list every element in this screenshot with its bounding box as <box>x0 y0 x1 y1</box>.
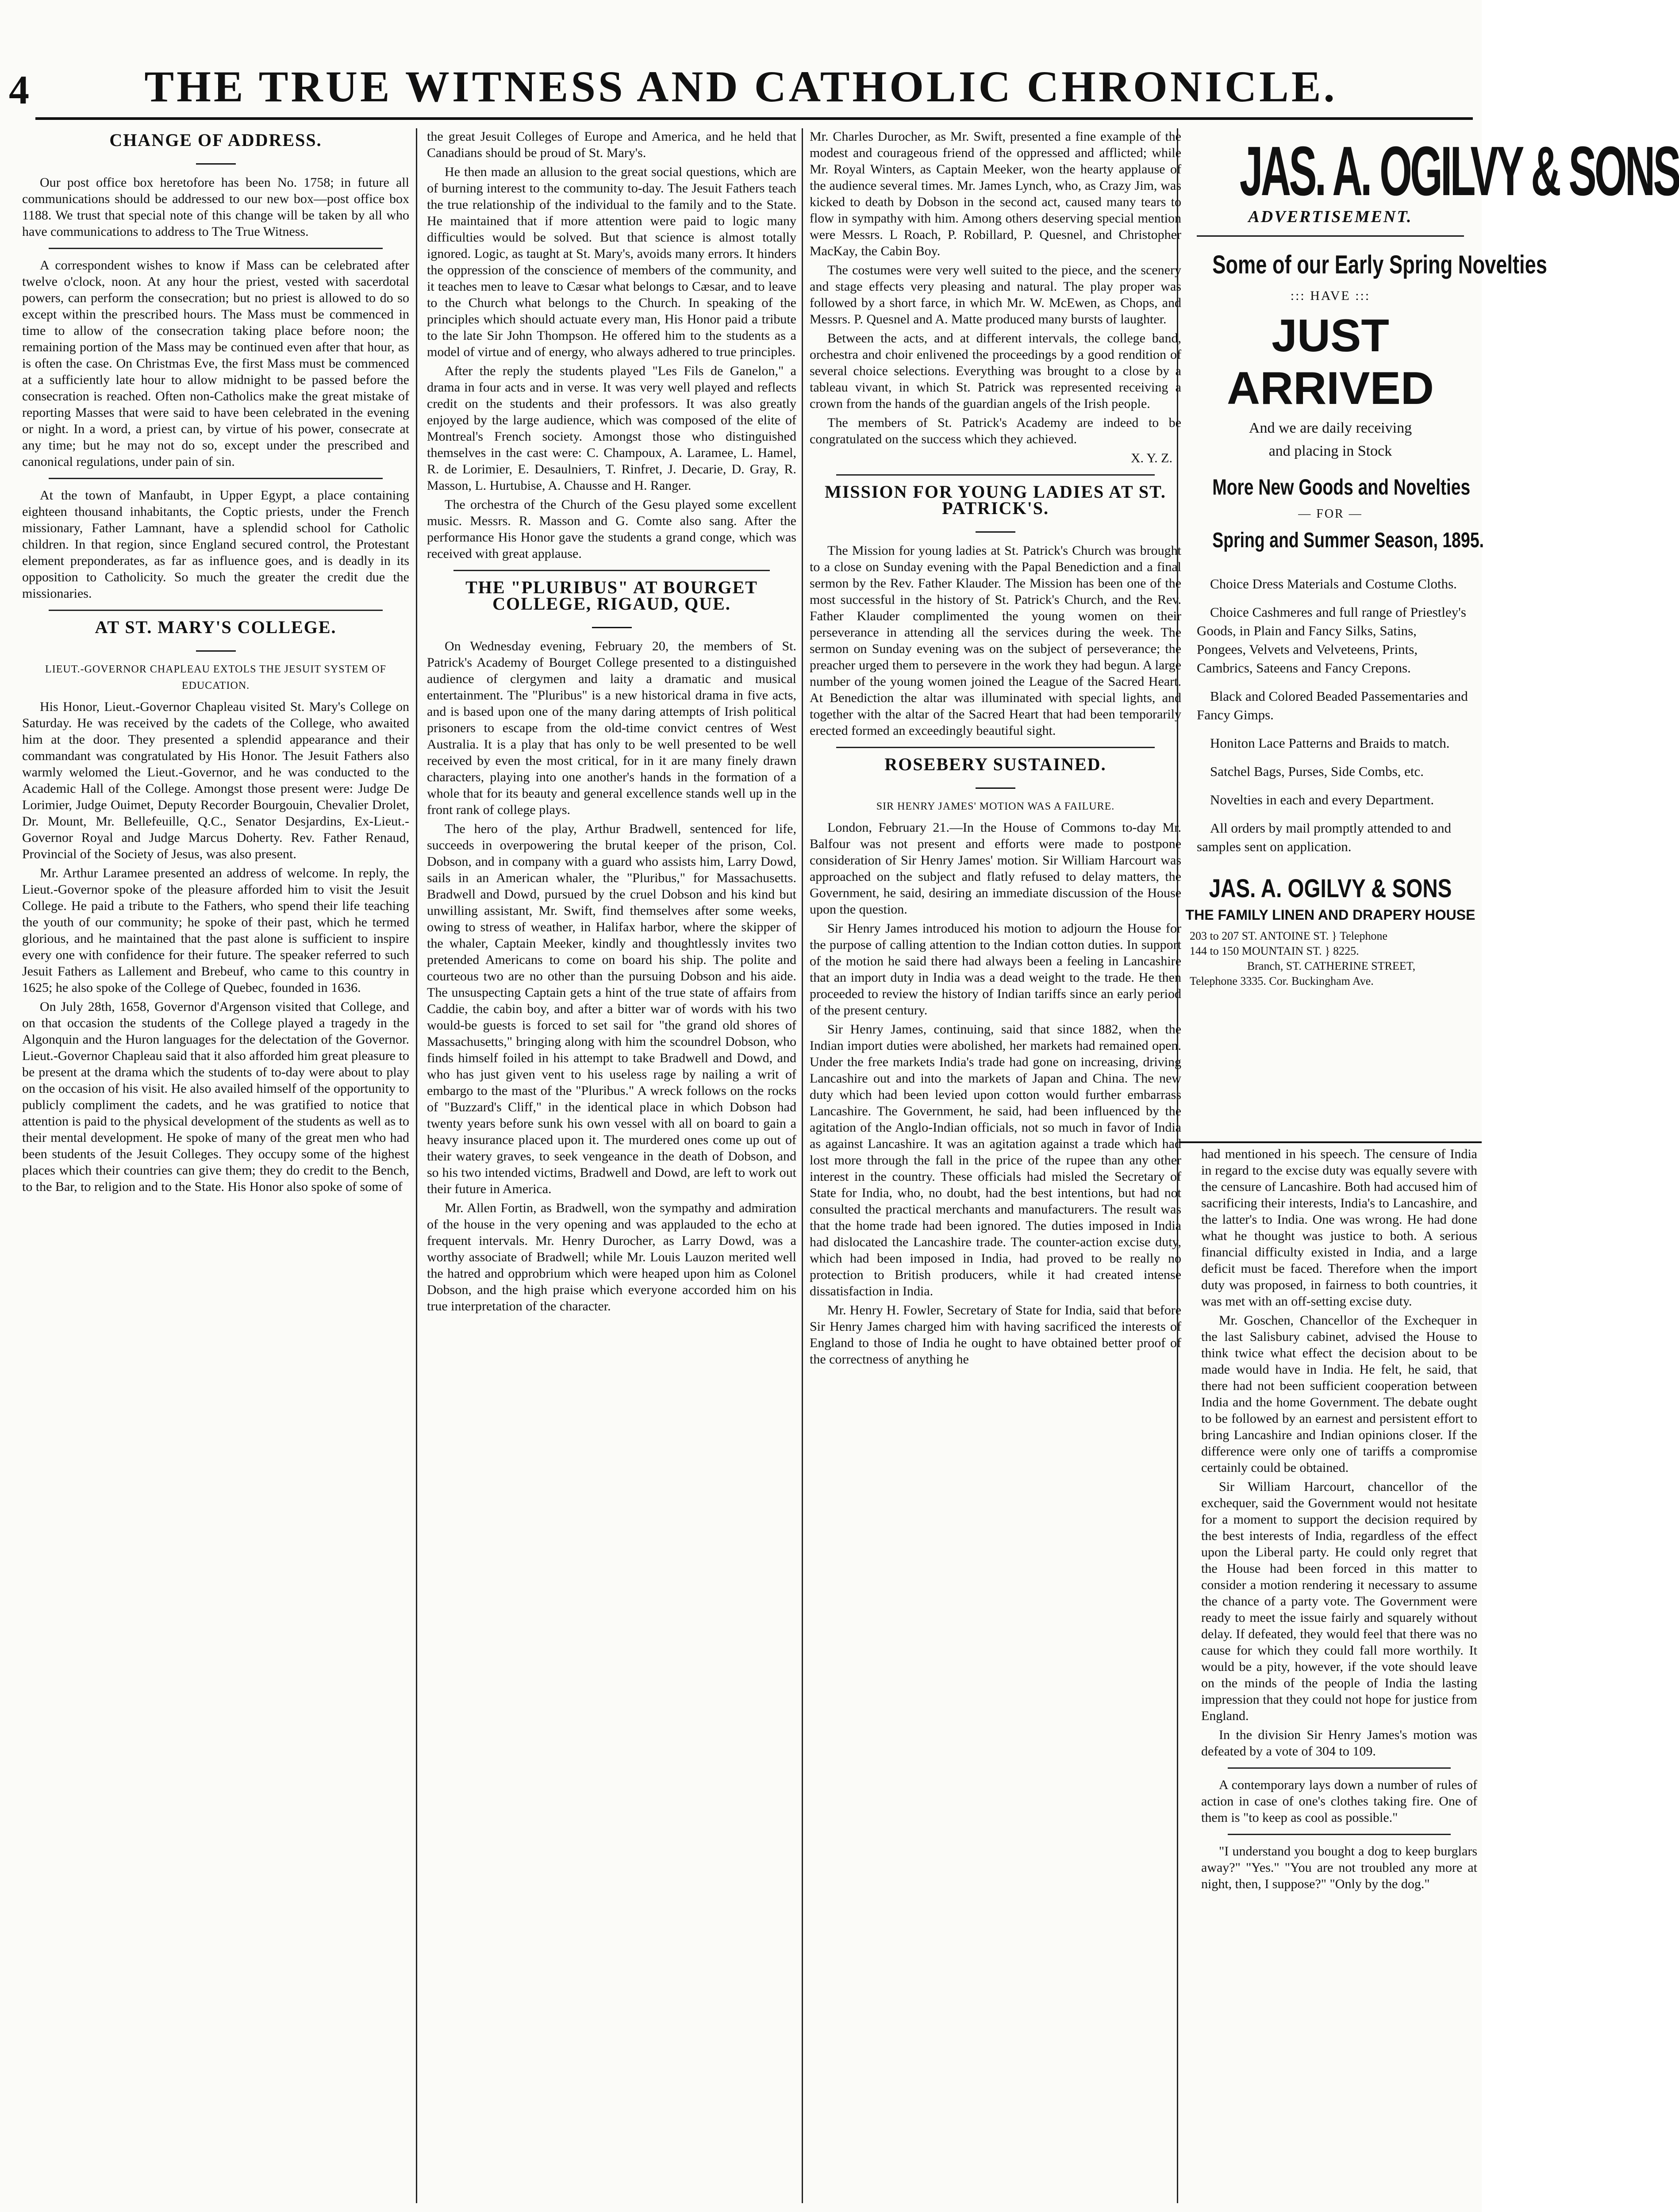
rosebery-paragraph: Sir Henry James introduced his motion to adjourn the House for the purpose of calling attention to the Indian cotton duties. In support of the motion he said there had always been a feeling in Lancashire that an import duty in India was a dead weight to the trade. He then proceeded to review the history of Indian tariffs since an early period of the present century. <box>810 921 1181 1018</box>
separator <box>1228 1767 1451 1769</box>
ad-rule <box>1197 235 1464 237</box>
heading-dash <box>22 641 409 658</box>
ad-item: Choice Dress Materials and Costume Cloths. <box>1210 576 1457 591</box>
pluribus-paragraph: The hero of the play, Arthur Bradwell, sentenced for life, succeeds in overpowering the brutal keeper of the prison, Col. Dobson, and in company with a guard who assists him, Larry Dowd, sails in an American whaler, the "Pluribus," for Massachusetts. Bradwell and Dowd, pursued by the cruel Dobson and his kind but unwilling assistant, Mr. Swift, find themselves after some weeks, owing to stress of weather, in Halifax harbor, where the skipper of the whaler, Captain Meeker, kindly and thoughtlessly invites two pretended Americans to come on board his ship. The polite and courteous two are no other than the pursuing Dobson and his aide. The unsuspecting Captain gets a hint of the true state of affairs from Caddie, the cabin boy, and after a bitter war of words with his two would-be guests is forced to set sail for "the grand old shores of Massachusetts," bringing along with him the scoundrel Dobson, who finds himself foiled in his attempt to take Bradwell and Dowd, and who has just given vent to his useless rage by nailing a writ of embargo to the mast of the "Pluribus." A wreck follows on the rocks of "Buzzard's Cliff," in the identical place in which Dobson had twenty years before sunk his own vessel with all on board to gain a heavy insurance placed upon it. The murdered ones come up out of their watery graves, to seek vengeance in the death of Dobson, and so his two intended victims, Bradwell and Dowd, are left to work out their future in America. <box>427 822 796 1196</box>
ad-early-spring: Some of our Early Spring Novelties <box>1212 250 1547 279</box>
ad-item: Novelties in each and every Department. <box>1210 792 1434 807</box>
rosebery-heading: ROSEBERY SUSTAINED. <box>884 754 1107 774</box>
column-3 <box>810 128 1181 2199</box>
column-divider <box>416 128 417 2203</box>
college-paragraph: His Honor, Lieut.-Governor Chapleau visited St. Mary's College on Saturday. He was received by the cadets of the College, who awaited him at the door. They presented a splendid appearance and their commandant was congratulated by His Honor. The Jesuit Fathers also warmly welomed the Lieut.-Governor, and he was conducted to the Academic Hall of the College. Amongst those present were: Judge De Lorimier, Judge Ouimet, Deputy Recorder Bourgouin, Chevalier Drolet, Dr. Mount, Mr. Bellefeuille, Q.C., Senator Desjardins, Ex-Lieut.-Governor Royal and Judge Marcus Doherty. Rev. Father Renaud, Provincial of the Society of Jesus, was also present. <box>22 699 409 861</box>
ad-label: ADVERTISEMENT. <box>1248 207 1413 226</box>
ad-season: Spring and Summer Season, 1895. <box>1212 529 1484 552</box>
egypt-paragraph: At the town of Manfaubt, in Upper Egypt, a place containing eighteen thousand inhabitants, the Coptic priests, under the French missionary, Father Lamnant, have a splendid school for Catholic children. In that region, since England secured control, the Protestant element preponderates, as far as influence goes, and is deadly in its opposition to Catholicity. So much the greater the credit due the missionaries. <box>22 488 409 601</box>
ad-address-line: Branch, ST. CATHERINE STREET, <box>1247 960 1416 972</box>
ad-footer-name: JAS. A. OGILVY & SONS <box>1209 874 1452 903</box>
heading-dash <box>22 154 409 171</box>
clothes-paragraph: A contemporary lays down a number of rules of action in case of one's clothes taking fire. One of them is "to keep as cool as possible." <box>1201 1778 1477 1825</box>
rosebery-paragraph: Mr. Henry H. Fowler, Secretary of State for India, said that before Sir Henry James charged him with having sacrificed the interests of England to those of India he ought to have obtained better proof of the correctness of anything he <box>810 1303 1181 1367</box>
separator <box>49 248 383 249</box>
ad-items <box>1197 575 1468 856</box>
mission-heading: MISSION FOR YOUNG LADIES AT ST. PATRICK'S. <box>825 482 1166 518</box>
pluribus-paragraph: On Wednesday evening, February 20, the members of St. Patrick's Academy of Bourget College presented to a distinguished audience of clergymen and laity a dramatic and musical entertainment. The "Pluribus" is a new historical drama in five acts, and is based upon one of the many daring attempts of Irish political prisoners to escape from the old-time convict centres of West Australia. It is a play that has only to be well presented to be well received by even the most critical, for in it are many finely drawn characters, playing into one another's hands in the formation of a whole that for its beauty and general excellence stands well up in the front rank of college plays. <box>427 639 796 817</box>
masthead <box>0 0 1482 128</box>
heading-dash <box>810 779 1181 795</box>
college-paragraph: the great Jesuit Colleges of Europe and America, and he held that Canadians should be proud of St. Mary's. <box>427 129 796 160</box>
ad-address <box>1190 929 1473 989</box>
rosebery-subheading: SIR HENRY JAMES' MOTION WAS A FAILURE. <box>876 801 1115 812</box>
ad-for: — FOR — <box>1298 507 1363 521</box>
ad-address-line: Telephone 3335. Cor. Buckingham Ave. <box>1190 975 1374 987</box>
ad-more-new: More New Goods and Novelties <box>1212 475 1471 499</box>
ad-daily-line: And we are daily receiving <box>1249 420 1412 436</box>
ad-item: Black and Colored Beaded Passementaries and Fancy Gimps. <box>1197 688 1468 722</box>
ad-firm-name: JAS. A. OGILVY & SONS <box>1239 132 1679 210</box>
dog-paragraph: "I understand you bought a dog to keep burglars away?" "Yes." "You are not troubled any more at night, then, I suppose?" "Only by the dog." <box>1201 1844 1477 1891</box>
pluribus-paragraph: Between the acts, and at different intervals, the college band, orchestra and choir enlivened the proceedings by a good rendition of several choice selections. Everything was brought to a close by a tableau vivant, in which St. Patrick was represented receiving a crown from the hands of the guardian angels of the Irish people. <box>810 331 1181 411</box>
rosebery-paragraph: had mentioned in his speech. The censure of India in regard to the excise duty was equally severe with the censure of Lancashire. Both had accused him of sacrificing their interests, India's to Lancashire, and the latter's to India. One was wrong. He had done what he thought was justice to both. A serious financial difficulty existed in India, and a large deficit must be faced. Therefore when the import duty was proposed, in fairness to both countries, it was met with an off-setting excise duty. <box>1201 1147 1477 1309</box>
column-4 <box>1201 1146 1477 2199</box>
heading-dash <box>427 618 796 634</box>
rosebery-paragraph: London, February 21.—In the House of Commons to-day Mr. Balfour was not present and efforts were made to postpone consideration of Sir Henry James' motion. Sir William Harcourt was approached on the subject and flatly refused to delay matters, the Government, he said, desiring an immediate discussion of the House upon the question. <box>810 820 1181 917</box>
college-paragraph: On July 28th, 1658, Governor d'Argenson visited that College, and on that occasion the students of the College played a tragedy in the Algonquin and the Huron languages for the delectation of the Governor. Lieut.-Governor Chapleau said that it also afforded him great pleasure to be present at the drama which the students of to-day were about to play on the occasion of his visit. He also availed himself of the opportunity to publicly compliment the cadets, and he was gratified to notice that attention is paid to the physical development of the students as well as to their mental development. He spoke of many of the great men who had been students of the Jesuit Colleges. They occupy some of the highest places which their countries can give them; they do credit to the Bench, to the Bar, to religion and to the State. His Honor also spoke of some of <box>22 999 409 1194</box>
masthead-rule <box>35 117 1473 120</box>
column-2 <box>427 128 796 2199</box>
ad-item: Choice Cashmeres and full range of Priestley's Goods, in Plain and Fancy Silks, Satins, Pongees, Velvets and Velveteens, Prints, Cambrics, Sateens and Fancy Crepons. <box>1197 604 1466 676</box>
college-subheading: LIEUT.-GOVERNOR CHAPLEAU EXTOLS THE JESUIT SYSTEM OF EDUCATION. <box>45 664 386 691</box>
signature: X. Y. Z. <box>1130 451 1172 465</box>
pluribus-paragraph: The members of St. Patrick's Academy are indeed to be congratulated on the success which they achieved. <box>810 415 1181 446</box>
ad-address-line: 203 to 207 ST. ANTOINE ST. } Telephone <box>1190 929 1388 942</box>
pluribus-paragraph: Mr. Allen Fortin, as Bradwell, won the sympathy and admiration of the house in the very opening and was applauded to the echo at frequent intervals. Mr. Henry Durocher, as Larry Dowd, was a worthy associate of Bradwell; while Mr. Louis Lauzon merited well the hatred and opprobrium which were heaped upon him as Colonel Dobson, and the high praise which everyone accorded him on his true interpretation of the character. <box>427 1201 796 1313</box>
ogilvy-advertisement <box>1179 128 1679 1143</box>
heading-dash <box>810 522 1181 539</box>
separator <box>836 474 1155 476</box>
newspaper-title: THE TRUE WITNESS AND CATHOLIC CHRONICLE. <box>144 62 1337 111</box>
separator <box>836 747 1155 748</box>
change-of-address-heading: CHANGE OF ADDRESS. <box>109 130 322 150</box>
ad-daily-line: and placing in Stock <box>1268 443 1392 459</box>
ad-item: All orders by mail promptly attended to and samples sent on application. <box>1197 820 1451 854</box>
college-paragraph: The orchestra of the Church of the Gesu played some excellent music. Messrs. R. Masson and G. Comte also sang. After the performance His Honor gave the students a grand conge, which was received with great applause. <box>427 497 796 561</box>
separator <box>49 610 383 611</box>
rosebery-paragraph: Sir William Harcourt, chancellor of the exchequer, said the Government would not hesitate for a moment to support the decision required by the best interests of India, regardless of the effect upon the Liberal party. He could only regret that the House had been forced in this matter to consider a motion rendering it necessary to assume the chance of a party vote. The Government were ready to meet the issue fairly and squarely without delay. If defeated, they would feel that there was no cause for which they could fall more worthily. It would be a pity, however, if the vote should leave on the minds of the people of India the lasting impression that they could not hope for justice from England. <box>1201 1479 1477 1723</box>
pluribus-paragraph: The costumes were very well suited to the piece, and the scenery and stage effects very pleasing and natural. The play proper was followed by a short farce, in which Mr. W. McEwen, as Chops, and Messrs. P. Quesnel and A. Matte produced many bursts of laughter. <box>810 263 1181 326</box>
rosebery-paragraph: Sir Henry James, continuing, said that since 1882, when the Indian import duties were abolished, her markets had remained open. Under the free markets India's trade had gone on increasing, driving Lancashire out and into the markets of Japan and China. The new duty which had been levied upon cotton would further embarrass Lancashire. The Government, he said, had been influenced by the agitation of the Anglo-Indian officials, not so much in favor of India as against Lancashire. It was an agitation against a trade which had lost more through the fall in the price of the rupee than any other interest in the country. These officials had misled the Secretary of State for India, who, no doubt, had the best intentions, but had not consulted the practical merchants and manufacturers. The result was that the home trade had been ignored. The duties imposed in India had dislocated the Lancashire trade. The counter-action excise duty, which had been imposed in India, had proved to be really no protection to British producers, while it had created intense dissatisfaction in India. <box>810 1022 1181 1298</box>
college-paragraph: Mr. Arthur Laramee presented an address of welcome. In reply, the Lieut.-Governor spoke of the pleasure afforded him to visit the Jesuit College. He paid a tribute to the Fathers, who spend their life teaching the youth of our community; he spoke of their past, which he termed glorious, and he maintained that the past alone is sufficient to inspire every one with confidence for their future. The speaker referred to such Jesuit Fathers as Lallement and Brebeuf, who came to this country in 1625; he also spoke of the College of Quebec, founded in 1636. <box>22 866 409 995</box>
mass-paragraph: A correspondent wishes to know if Mass can be celebrated after twelve o'clock, noon. At any hour the priest, vested with sacerdotal powers, can perform the consecration; but no priest is allowed to do so except within the prescribed hours. The Mass must be commenced in time to allow of the consecration taking place before noon; the remaining portion of the Mass may be continued even after that hour, as is often the case. On Christmas Eve, the first Mass must be commenced at a sufficiently late hour to allow midnight to be passed before the consecration is reached. Often non-Catholics make the great mistake of reporting Masses that were said to have been celebrated in the evening or night. In a word, a priest can, by virtue of his power, consecrate at any time; but he may not do so, except under the prescribed and canonical regulations, under pain of sin. <box>22 258 409 469</box>
college-paragraph: After the reply the students played "Les Fils de Ganelon," a drama in four acts and in verse. It was very well played and reflects credit on the students and their professors. It was also greatly enjoyed by the large audience, which was composed of the elite of Montreal's French society. Amongst those who distinguished themselves in the cast were: C. Champoux, A. Laramee, L. Hamel, R. de Lorimier, E. Desaulniers, T. Rinfret, J. Decarie, D. Gray, R. Masson, L. Hurtubise, A. Chausse and H. Ranger. <box>427 364 796 493</box>
ad-item: Satchel Bags, Purses, Side Combs, etc. <box>1210 764 1424 779</box>
separator <box>1228 1834 1451 1835</box>
rosebery-paragraph: In the division Sir Henry James's motion was defeated by a vote of 304 to 109. <box>1201 1728 1477 1759</box>
column-1 <box>22 128 409 2199</box>
column-divider <box>802 128 803 2203</box>
pluribus-paragraph: Mr. Charles Durocher, as Mr. Swift, presented a fine example of the modest and courageous friend of the oppressed and afflicted; while Mr. Royal Winters, as Captain Meeker, won the hearty applause of the audience several times. Mr. James Lynch, who, as Crazy Jim, was kicked to death by Dobson in the second act, caused many tears to flow in sympathy with him. Among others deserving special mention were Messrs. L Roach, P. Robillard, P. Quesnel, and Christopher MacKay, the Cabin Boy. <box>810 129 1181 258</box>
separator <box>453 570 770 571</box>
ad-address-line: 144 to 150 MOUNTAIN ST. } 8225. <box>1190 945 1359 957</box>
separator <box>49 478 383 479</box>
ad-footer-house: THE FAMILY LINEN AND DRAPERY HOUSE <box>1185 907 1475 923</box>
ad-just-arrived: JUST ARRIVED <box>1226 310 1434 414</box>
page-number: 4 <box>9 67 29 112</box>
rosebery-paragraph: Mr. Goschen, Chancellor of the Exchequer in the last Salisbury cabinet, advised the House to think twice what effect the decision about to be made would have in India. He felt, he said, that there had not been sufficient cooperation between India and the home Government. The debate ought to be followed by an earnest and persistent effort to bring Lancashire and Indian opinions closer. If the difference were only one of tariffs a compromise certainly could be obtained. <box>1201 1313 1477 1475</box>
ad-item: Honiton Lace Patterns and Braids to match. <box>1210 735 1450 751</box>
change-of-address-text: Our post office box heretofore has been No. 1758; in future all communications should be addressed to our new box—post office box 1188. We trust that special note of this change will be taken by all who have communications to address to The True Witness. <box>22 175 409 239</box>
pluribus-heading: THE "PLURIBUS" AT BOURGET COLLEGE, RIGAUD, QUE. <box>465 577 758 614</box>
college-paragraph: He then made an allusion to the great social questions, which are of burning interest to the community to-day. The Jesuit Fathers teach the true relationship of the individual to the family and to the State. He maintained that if more attention were paid to logic many difficulties would be solved. But that science is almost totally ignored. Logic, as taught at St. Mary's, avoids many errors. It hinders the oppression of the conscience of members of the community, and it teaches men to leave to Cæsar what belongs to Cæsar, and to leave to the Church what belongs to the Church. In speaking of the principles which should actuate every man, His Honor paid a tribute to the late Sir John Thompson. He offered him to the students as a model of virtue and of energy, who always adhered to true principles. <box>427 165 796 359</box>
ad-have: ::: HAVE ::: <box>1290 288 1371 303</box>
college-heading: AT ST. MARY'S COLLEGE. <box>95 617 337 637</box>
mission-paragraph: The Mission for young ladies at St. Patrick's Church was brought to a close on Sunday evening with the Papal Benediction and a final sermon by the Rev. Father Klauder. The Mission has been one of the most successful in the history of St. Patrick's Church, and the Rev. Father Klauder complimented the young women on their perseverance in attending all the services during the week. The sermon on Sunday evening was on the subject of perseverance; the preacher urged them to persevere in the work they had begun. A large number of the young women joined the League of the Sacred Heart. At Benediction the altar was illuminated with special lights, and together with the altar of the Sacred Heart that had been temporarily erected formed an exceedingly beautiful sight. <box>810 543 1181 738</box>
